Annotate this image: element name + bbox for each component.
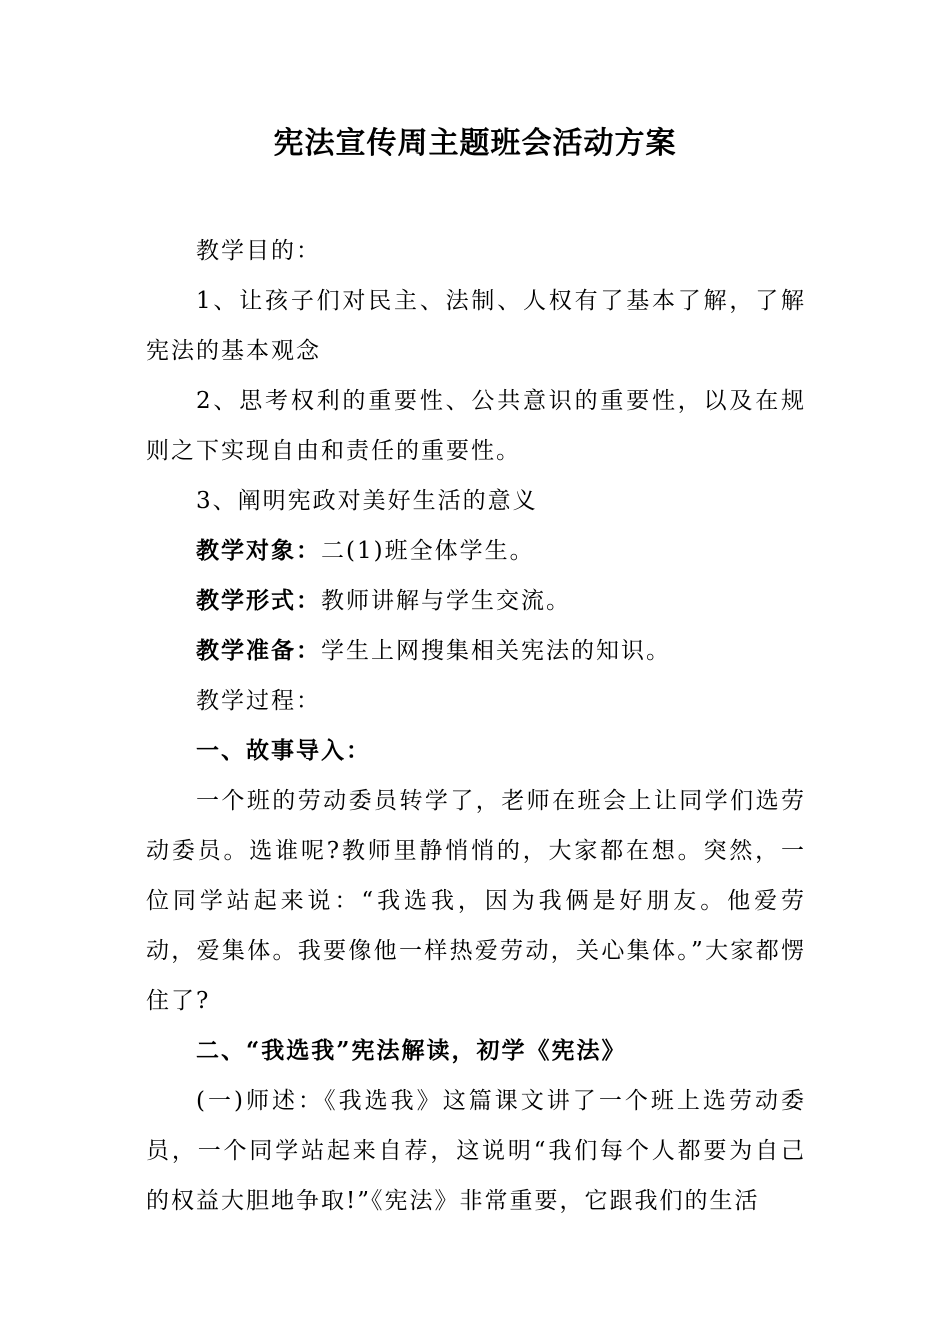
goal-heading-text: 教学目的： [196,238,321,264]
teacher-says-paragraph: (一)师述：《我选我》这篇课文讲了一个班上选劳动委员，一个同学站起来自荐，这说明“我们每个人都要为自己的权益大胆地争取!”《宪法》非常重要，它跟我们的生活 [146,1088,806,1214]
target-row [146,526,806,576]
story-paragraph: 一个班的劳动委员转学了，老师在班会上让同学们选劳动委员。选谁呢?教师里静悄悄的，大家都在想。突然，一位同学站起来说：“我选我，因为我俩是好朋友。他爱劳动，爱集体。我要像他一样热爱劳动，关心集体。”大家都愣住了? [146,788,806,1014]
prep-value: 学生上网搜集相关宪法的知识。 [321,638,671,664]
document-body [146,226,806,1226]
form-label: 教学形式： [196,587,321,614]
section-2-heading: 二、“我选我”宪法解读，初学《宪法》 [196,1037,627,1064]
prep-row [146,626,806,676]
form-value: 教师讲解与学生交流。 [321,588,571,614]
section-1-heading: 一、故事导入： [196,737,371,764]
process-heading: 教学过程： [196,688,321,714]
goal-item-1: 1、让孩子们对民主、法制、人权有了基本了解，了解宪法的基本观念 [146,288,806,364]
goal-heading [146,226,806,276]
goal-item-2: 2、思考权利的重要性、公共意识的重要性，以及在规则之下实现自由和责任的重要性。 [146,388,806,464]
goal-item-3: 3、阐明宪政对美好生活的意义 [196,488,538,514]
form-row [146,576,806,626]
document-title: 宪法宣传周主题班会活动方案 [273,126,677,161]
target-value: 二(1)班全体学生。 [321,538,535,564]
target-label: 教学对象： [196,537,321,564]
prep-label: 教学准备： [196,637,321,664]
